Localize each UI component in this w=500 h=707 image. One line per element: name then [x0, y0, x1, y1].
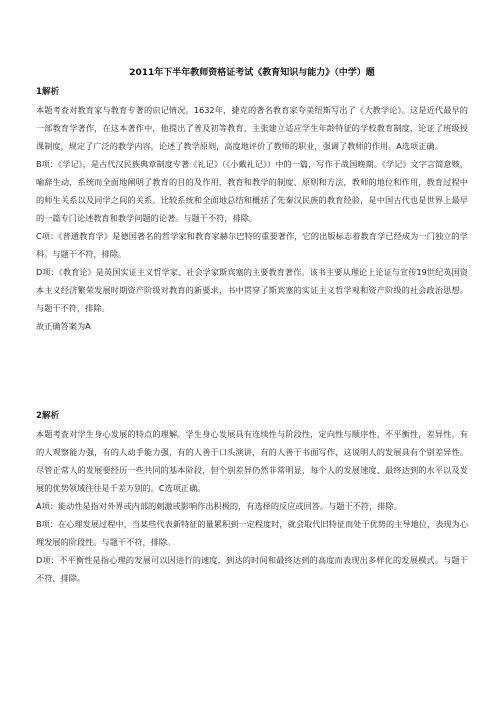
question-1-option-b: B项：《学记》，是古代汉民族典章制度专著《礼记》（《小戴礼记》）中的一篇，写作于战国晚期。《学记》文字言简意赅，喻辞生动，系统而全面地阐明了教育的目的及作用，教育和教学的制度、原则和方法，教师的地位和作用，教育过程中的师生关系以及同学之间的关系。比较系统和全面地总结和概括了先秦汉民族的教育经验，是中国古代也是世界上最早的一篇专门论述教育和教学问题的论著。与题干不符，排除。	[36, 159, 468, 223]
question-1-section	[36, 83, 468, 335]
document-title: 2011年下半年教师资格证考试《教育知识与能力》（中学）题	[129, 68, 375, 78]
question-2-section	[36, 407, 468, 587]
question-1-option-d: D项：《教育论》是英国实证主义哲学家、社会学家斯宾塞的主要教育著作。该书主要从理论上论证与宣传19世纪英国资本主义经济繁荣发展时期资产阶级对教育的新要求，书中贯穿了斯宾塞的实证主义哲学观和资产阶级的社会政治思想。与题干不符，排除。	[36, 267, 468, 313]
question-2-intro: 本题考查对学生身心发展的特点的理解。学生身心发展具有连续性与阶段性，定向性与顺序性，不平衡性，差异性。有的人观察能力强，有的人动手能力强，有的人善于口头演讲，有的人善于书面写作，这说明人的发展具有个别差异性。尽管正常人的发展要经历一些共同的基本阶段，但个别差异仍然非常明显，每个人的发展速度、最终达到的水平以及发展的优势领域往往是千差万别的。C选项正确。	[36, 429, 468, 493]
question-1-answer: 故正确答案为A	[36, 321, 91, 331]
question-2-option-b: B项：在心理发展过程中，当某些代表新特征的量累积到一定程度时，就会取代旧特征而处于优势的主导地位，表现为心理发展的阶段性。与题干不符，排除。	[36, 519, 468, 547]
question-2-option-a: A项：能动性是指对外界或内部的刺激或影响作出积极的，有选择的反应或回答。与题干不符，排除。	[36, 501, 402, 511]
question-2-option-d: D项：不平衡性是指心理的发展可以因进行的速度，到达的时间和最终达到的高度而表现出多样化的发展模式。与题干不符，排除。	[36, 555, 468, 583]
question-1-heading: 1解析	[36, 87, 60, 97]
question-2-heading: 2解析	[36, 411, 60, 421]
question-1-option-c: C项：《普通教育学》是德国著名的哲学家和教育家赫尔巴特的重要著作，它的出版标志着教育学已经成为一门独立的学科。与题干不符，排除。	[36, 231, 468, 259]
question-1-intro: 本题考查对教育家与教育专著的识记情况。1632年，捷克的著名教育家夸美纽斯写出了《大教学论》。这是近代最早的一部教育学著作，在这本著作中，他提出了普及初等教育，主张建立适应学生年龄特征的学校教育制度，论证了班级授课制度，规定了广泛的教学内容，论述了教学原则，高度地评价了教师的职业，强调了教师的作用。A选项正确。	[36, 105, 468, 151]
